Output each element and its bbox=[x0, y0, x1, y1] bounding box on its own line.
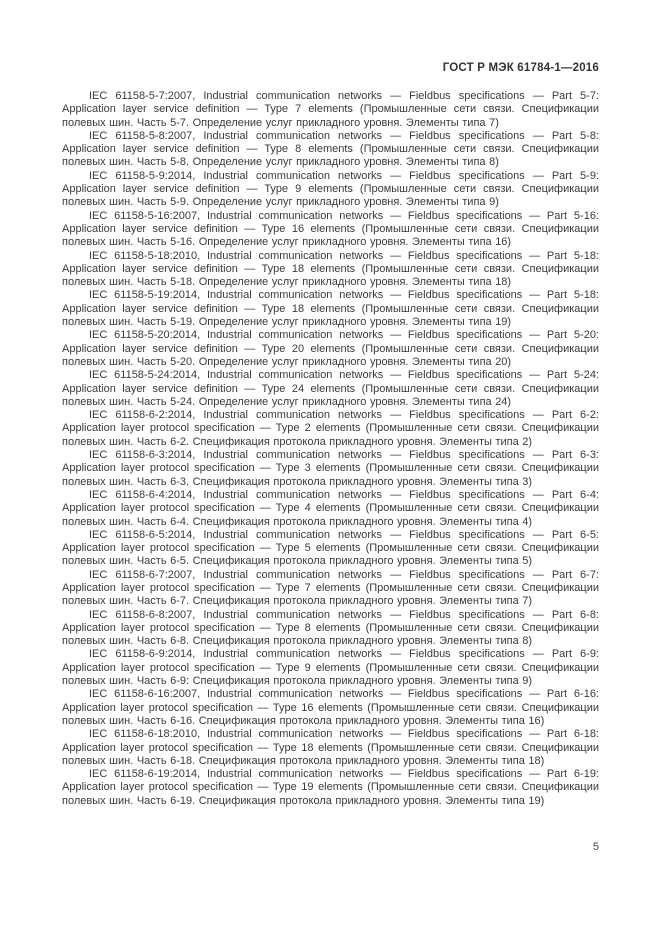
bibliography-entry: IEC 61158-5-16:2007, Industrial communication networks — Fieldbus specifications — Part 5-16: Application layer service definition — Type 16 elements (Промышленные сети связи. Спецификации полевых шин. Часть 5-16. Определение услуг прикладного уровня. Элементы типа 16) bbox=[62, 209, 599, 249]
bibliography-entry: IEC 61158-6-4:2014, Industrial communication networks — Fieldbus specifications — Part 6-4: Application layer protocol specification — Type 4 elements (Промышленные сети связи. Спецификации полевых шин. Часть 6-4. Спецификация протокола прикладного уровня. Элементы типа 4) bbox=[62, 488, 599, 528]
bibliography-entry: IEC 61158-5-7:2007, Industrial communication networks — Fieldbus specifications — Part 5-7: Application layer service definition — Type 7 elements (Промышленные сети связи. Спецификации полевых шин. Часть 5-7. Определение услуг прикладного уровня. Элементы типа 7) bbox=[62, 90, 599, 129]
bibliography-entry: IEC 61158-6-19:2014, Industrial communication networks — Fieldbus specifications — Part 6-19: Application layer protocol specification — Type 19 elements (Промышленные сети связи. Спецификации полевых шин. Часть 6-19. Спецификация протокола прикладного уровня. Элементы типа 19) bbox=[62, 768, 599, 807]
bibliography-entry: IEC 61158-5-18:2010, Industrial communication networks — Fieldbus specifications — Part 5-18: Application layer service definition — Type 18 elements (Промышленные сети связи. Спецификации полевых шин. Часть 5-18. Определение услуг прикладного уровня. Элементы типа 18) bbox=[62, 249, 599, 289]
bibliography-entry: IEC 61158-6-5:2014, Industrial communication networks — Fieldbus specifications — Part 6-5: Application layer protocol specification — Type 5 elements (Промышленные сети связи. Спецификации полевых шин. Часть 6-5. Спецификация протокола прикладного уровня. Элементы типа 5) bbox=[62, 528, 599, 568]
bibliography-entry: IEC 61158-5-24:2014, Industrial communication networks — Fieldbus specifications — Part 5-24: Application layer service definition — Type 24 elements (Промышленные сети связи. Спецификации полевых шин. Часть 5-24. Определение услуг прикладного уровня. Элементы типа 24) bbox=[62, 369, 599, 408]
bibliography-entry: IEC 61158-5-20:2014, Industrial communication networks — Fieldbus specifications — Part 5-20: Application layer service definition — Type 20 elements (Промышленные сети связи. Спецификации полевых шин. Часть 5-20. Определение услуг прикладного уровня. Элементы типа 20) bbox=[62, 329, 599, 368]
bibliography-entry: IEC 61158-6-2:2014, Industrial communication networks — Fieldbus specifications — Part 6-2: Application layer protocol specification — Type 2 elements (Промышленные сети связи. Спецификации полевых шин. Часть 6-2. Спецификация протокола прикладного уровня. Элементы типа 2) bbox=[62, 409, 599, 448]
bibliography-entry: IEC 61158-5-9:2014, Industrial communication networks — Fieldbus specifications — Part 5-9: Application layer service definition — Type 9 elements (Промышленные сети связи. Спецификации полевых шин. Часть 5-9. Определение услуг прикладного уровня. Элементы типа 9) bbox=[62, 169, 599, 209]
bibliography-entry: IEC 61158-6-16:2007, Industrial communication networks — Fieldbus specifications — Part 6-16: Application layer protocol specification — Type 16 elements (Промышленные сети связи. Спецификации полевых шин. Часть 6-16. Спецификация протокола прикладного уровня. Элементы типа 16) bbox=[62, 688, 599, 727]
references-list bbox=[62, 90, 599, 808]
bibliography-entry: IEC 61158-6-8:2007, Industrial communication networks — Fieldbus specifications — Part 6-8: Application layer protocol specification — Type 8 elements (Промышленные сети связи. Спецификации полевых шин. Часть 6-8. Спецификация протокола прикладного уровня. Элементы типа 8) bbox=[62, 608, 599, 648]
bibliography-entry: IEC 61158-6-9:2014, Industrial communication networks — Fieldbus specifications — Part 6-9: Application layer protocol specification — Type 9 elements (Промышленные сети связи. Спецификации полевых шин. Часть 6-9: Спецификация протокола прикладного уровня. Элементы типа 9) bbox=[62, 648, 599, 688]
bibliography-entry: IEC 61158-6-7:2007, Industrial communication networks — Fieldbus specifications — Part 6-7: Application layer protocol specification — Type 7 elements (Промышленные сети связи. Спецификации полевых шин. Часть 6-7. Спецификация протокола прикладного уровня. Элементы типа 7) bbox=[62, 568, 599, 608]
bibliography-entry: IEC 61158-6-18:2010, Industrial communication networks — Fieldbus specifications — Part 6-18: Application layer protocol specification — Type 18 elements (Промышленные сети связи. Спецификации полевых шин. Часть 6-18. Спецификация протокола прикладного уровня. Элементы типа 18) bbox=[62, 728, 599, 767]
bibliography-entry: IEC 61158-5-8:2007, Industrial communication networks — Fieldbus specifications — Part 5-8: Application layer service definition — Type 8 elements (Промышленные сети связи. Спецификации полевых шин. Часть 5-8. Определение услуг прикладного уровня. Элементы типа 8) bbox=[62, 129, 599, 169]
document-header-title: ГОСТ Р МЭК 61784-1—2016 bbox=[442, 62, 599, 74]
bibliography-entry: IEC 61158-6-3:2014, Industrial communication networks — Fieldbus specifications — Part 6-3: Application layer protocol specification — Type 3 elements (Промышленные сети связи. Спецификации полевых шин. Часть 6-3. Спецификация протокола прикладного уровня. Элементы типа 3) bbox=[62, 449, 599, 488]
page-number: 5 bbox=[592, 841, 599, 853]
bibliography-entry: IEC 61158-5-19:2014, Industrial communication networks — Fieldbus specifications — Part 5-18: Application layer service definition — Type 18 elements (Промышленные сети связи. Спецификации полевых шин. Часть 5-19. Определение услуг прикладного уровня. Элементы типа 19) bbox=[62, 289, 599, 329]
